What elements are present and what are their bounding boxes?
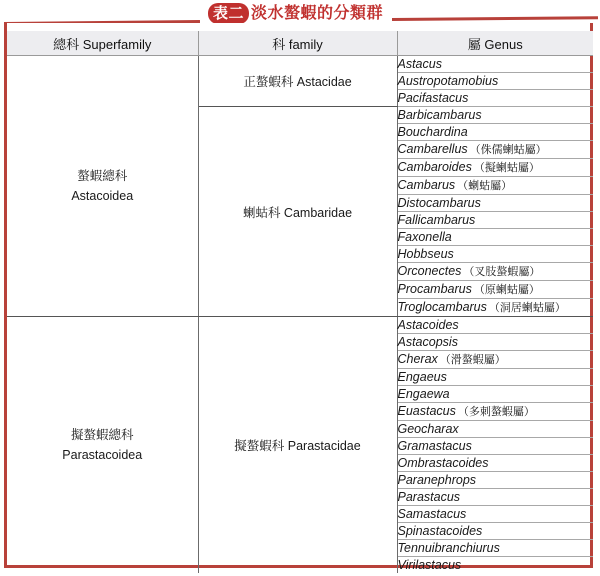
family-cell-cambaridae: 蝲蛄科 Cambaridae bbox=[198, 107, 397, 317]
genus-chinese-note: （洞居蝲蛄屬） bbox=[488, 302, 566, 314]
superfamily-name-en: Parastacoidea bbox=[62, 448, 143, 462]
genus-cell: Fallicambarus bbox=[397, 212, 593, 229]
genus-chinese-note: （侏儒蝲蛄屬） bbox=[469, 144, 547, 156]
header-row bbox=[7, 31, 593, 56]
table-title-text: 淡水螯蝦的分類群 bbox=[251, 5, 384, 22]
genus-cell: Geocharax bbox=[397, 421, 593, 438]
family-cell-parastacidae: 擬螯蝦科 Parastacidae bbox=[198, 317, 397, 574]
title-rule-right bbox=[392, 16, 598, 21]
genus-chinese-note: （擬蝲蛄屬） bbox=[473, 162, 540, 174]
family-cell-astacidae: 正螯蝦科 Astacidae bbox=[198, 56, 397, 107]
superfamily-cell-astacoidea bbox=[7, 56, 198, 317]
genus-cell: Ombrastacoides bbox=[397, 455, 593, 472]
table-row bbox=[7, 317, 593, 334]
genus-cell: Cambarus （蝲蛄屬） bbox=[397, 177, 593, 195]
genus-cell: Gramastacus bbox=[397, 438, 593, 455]
table-title bbox=[208, 3, 383, 24]
genus-cell: Astacus bbox=[397, 56, 593, 73]
genus-cell: Bouchardina bbox=[397, 124, 593, 141]
genus-cell: Astacopsis bbox=[397, 334, 593, 351]
header-family: 科 family bbox=[198, 31, 397, 56]
superfamily-name-cn: 擬螯蝦總科 bbox=[70, 428, 134, 442]
genus-cell: Astacoides bbox=[397, 317, 593, 334]
genus-cell: Engaewa bbox=[397, 386, 593, 403]
genus-cell: Barbicambarus bbox=[397, 107, 593, 124]
header-superfamily: 總科 Superfamily bbox=[7, 31, 198, 56]
superfamily-cell-parastacoidea bbox=[7, 317, 198, 574]
genus-cell: Cambarellus （侏儒蝲蛄屬） bbox=[397, 141, 593, 159]
taxonomy-table bbox=[7, 31, 593, 573]
genus-cell: Distocambarus bbox=[397, 195, 593, 212]
genus-cell: Samastacus bbox=[397, 506, 593, 523]
genus-cell: Tennuibranchiurus bbox=[397, 540, 593, 557]
genus-cell: Euastacus （多刺螯蝦屬） bbox=[397, 403, 593, 421]
genus-cell: Parastacus bbox=[397, 489, 593, 506]
genus-chinese-note: （蝲蛄屬） bbox=[457, 180, 513, 192]
genus-cell: Faxonella bbox=[397, 229, 593, 246]
header-genus: 屬 Genus bbox=[397, 31, 593, 56]
genus-cell: Engaeus bbox=[397, 369, 593, 386]
genus-cell: Spinastacoides bbox=[397, 523, 593, 540]
genus-cell: Pacifastacus bbox=[397, 90, 593, 107]
superfamily-name-en: Astacoidea bbox=[71, 189, 134, 203]
genus-chinese-note: （滑螯蝦屬） bbox=[439, 354, 506, 366]
genus-cell: Orconectes （叉肢螯蝦屬） bbox=[397, 263, 593, 281]
genus-cell: Virilastacus bbox=[397, 558, 462, 572]
table-number-badge: 表二 bbox=[208, 3, 249, 24]
genus-cell: Procambarus （原蝲蛄屬） bbox=[397, 281, 593, 299]
genus-cell: Austropotamobius bbox=[397, 73, 593, 90]
genus-cell: Troglocambarus （洞居蝲蛄屬） bbox=[397, 299, 593, 317]
genus-chinese-note: （多刺螯蝦屬） bbox=[457, 406, 535, 418]
genus-cell: Cherax （滑螯蝦屬） bbox=[397, 351, 593, 369]
genus-chinese-note: （叉肢螯蝦屬） bbox=[463, 266, 541, 278]
genus-cell: Cambaroides （擬蝲蛄屬） bbox=[397, 159, 593, 177]
genus-chinese-note: （原蝲蛄屬） bbox=[473, 284, 540, 296]
genus-cell: Hobbseus bbox=[397, 246, 593, 263]
superfamily-name-cn: 螯蝦總科 bbox=[77, 169, 128, 183]
table-row bbox=[7, 56, 593, 73]
genus-cell: Paranephrops bbox=[397, 472, 593, 489]
